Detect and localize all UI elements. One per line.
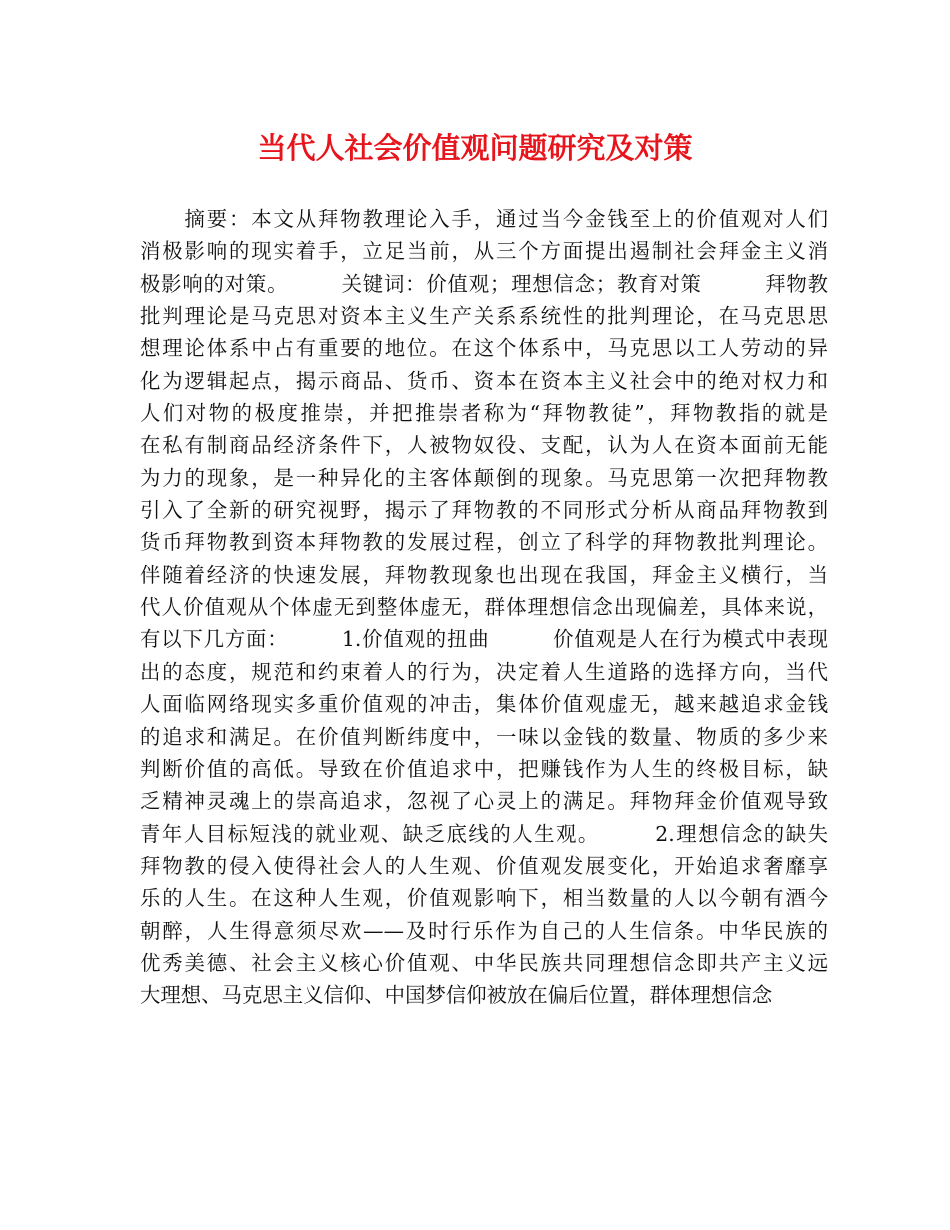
- body-line: 朝醉，人生得意须尽欢——及时行乐作为自己的人生信条。中华民族的: [140, 918, 828, 943]
- body-line: 伴随着经济的快速发展，拜物教现象也出现在我国，拜金主义横行，当: [140, 562, 828, 587]
- body-line: 有以下几方面： 1.价值观的扭曲 价值观是人在行为模式中表现: [140, 627, 828, 652]
- body-line: 的追求和满足。在价值判断纬度中，一味以金钱的数量、物质的多少来: [140, 724, 828, 749]
- body-line: 大理想、马克思主义信仰、中国梦信仰被放在偏后位置，群体理想信念: [140, 983, 773, 1008]
- body-line: 摘要：本文从拜物教理论入手，通过当今金钱至上的价值观对人们: [140, 207, 828, 231]
- body-line: 货币拜物教到资本拜物教的发展过程，创立了科学的拜物教批判理论。: [140, 530, 828, 555]
- body-line: 乏精神灵魂上的崇高追求，忽视了心灵上的满足。拜物拜金价值观导致: [140, 789, 828, 814]
- body-line: 在私有制商品经济条件下，人被物奴役、支配，认为人在资本面前无能: [140, 433, 828, 458]
- body-line: 代人价值观从个体虚无到整体虚无，群体理想信念出现偏差，具体来说，: [140, 595, 828, 620]
- body-line: 为力的现象，是一种异化的主客体颠倒的现象。马克思第一次把拜物教: [140, 465, 828, 490]
- body-line: 化为逻辑起点，揭示商品、货币、资本在资本主义社会中的绝对权力和: [140, 368, 828, 393]
- body-line: 青年人目标短浅的就业观、缺乏底线的人生观。 2.理想信念的缺失: [140, 821, 828, 846]
- body-line: 极影响的对策。 关键词：价值观；理想信念；教育对策 拜物教: [140, 271, 828, 296]
- body-line: 引入了全新的研究视野，揭示了拜物教的不同形式分析从商品拜物教到: [140, 498, 828, 523]
- body-line: 优秀美德、社会主义核心价值观、中华民族共同理想信念即共产主义远: [140, 950, 828, 975]
- document-title: 当代人社会价值观问题研究及对策: [257, 131, 693, 165]
- body-line: 判断价值的高低。导致在价值追求中，把赚钱作为人生的终极目标，缺: [140, 756, 828, 781]
- body-line: 想理论体系中占有重要的地位。在这个体系中，马克思以工人劳动的异: [140, 336, 828, 361]
- body-line: 人面临网络现实多重价值观的冲击，集体价值观虚无，越来越追求金钱: [140, 692, 828, 717]
- body-line: 拜物教的侵入使得社会人的人生观、价值观发展变化，开始追求奢靡享: [140, 853, 828, 878]
- body-line: 消极影响的现实着手，立足当前，从三个方面提出遏制社会拜金主义消: [140, 239, 828, 264]
- body-line: 出的态度，规范和约束着人的行为，决定着人生道路的选择方向，当代: [140, 659, 828, 684]
- body-line: 乐的人生。在这种人生观，价值观影响下，相当数量的人以今朝有酒今: [140, 886, 828, 911]
- body-line: 批判理论是马克思对资本主义生产关系系统性的批判理论，在马克思思: [140, 304, 828, 329]
- body-line: 人们对物的极度推崇，并把推崇者称为“拜物教徒”，拜物教指的就是: [140, 401, 828, 426]
- document-body: [140, 203, 828, 1012]
